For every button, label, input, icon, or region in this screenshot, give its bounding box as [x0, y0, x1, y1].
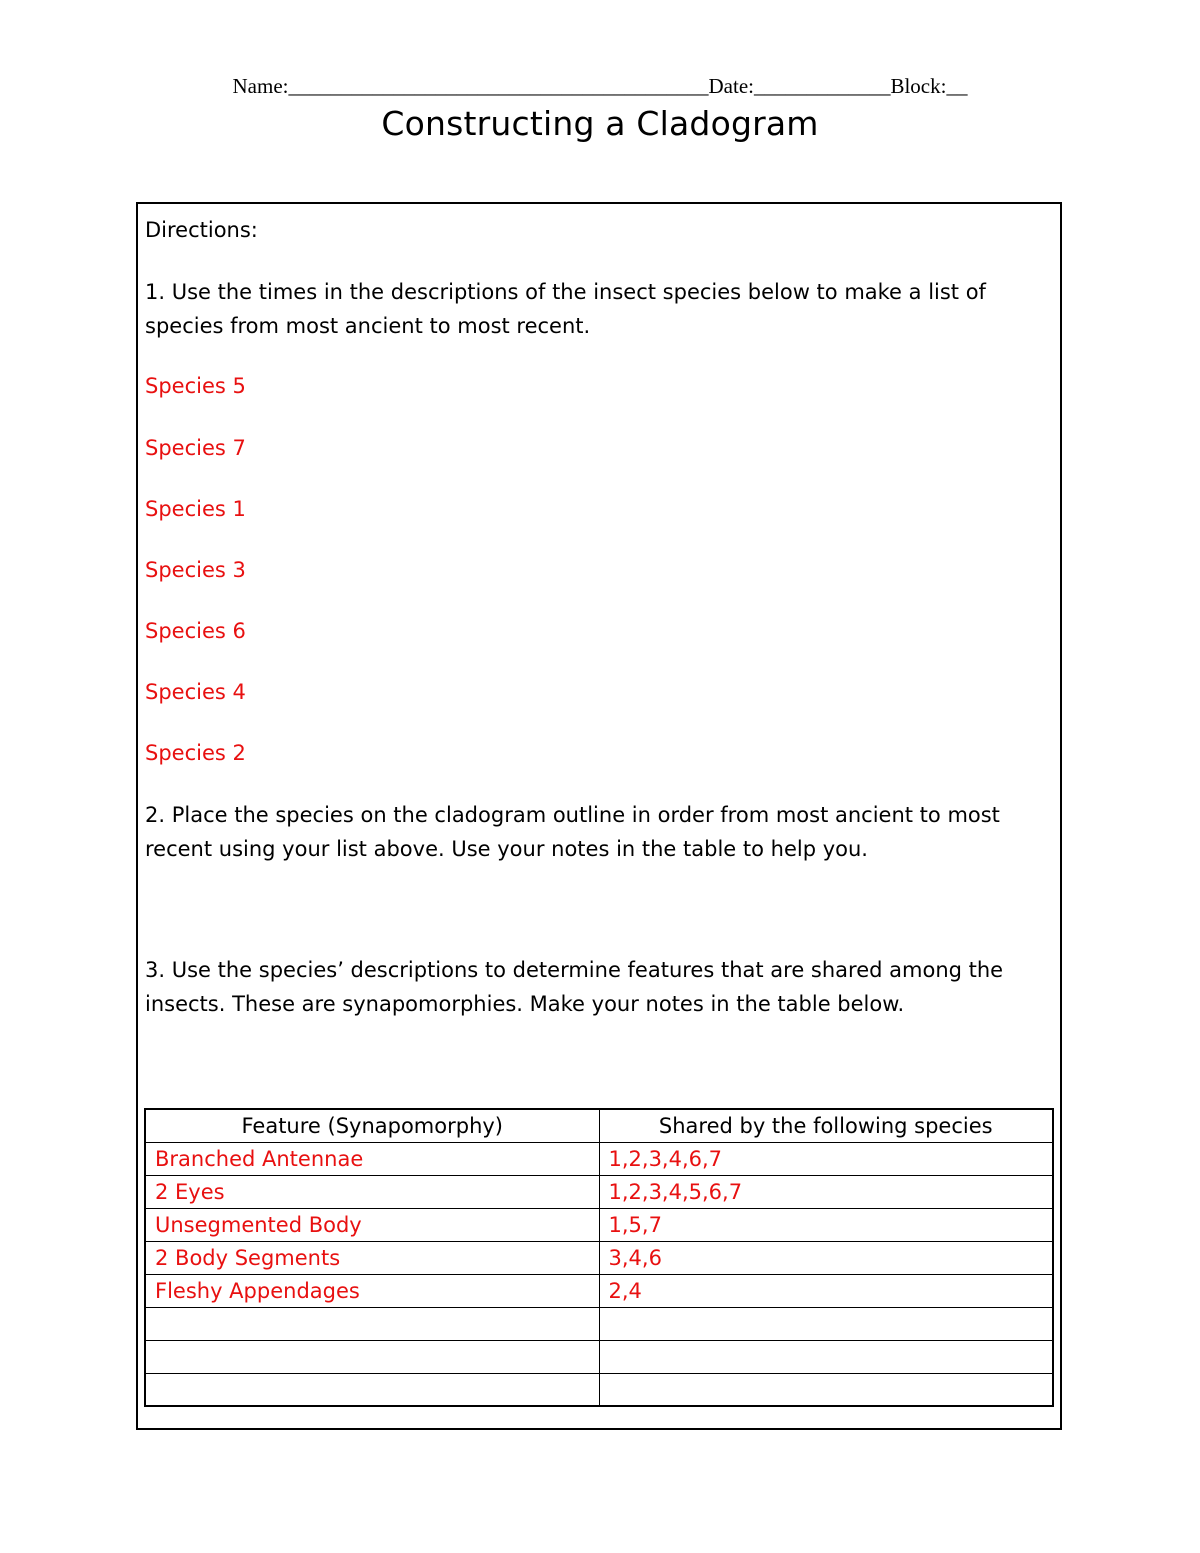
column-header-feature: Feature (Synapomorphy): [145, 1109, 599, 1142]
species-answer: Species 6: [145, 619, 246, 643]
species-answer: Species 1: [145, 497, 246, 521]
species-cell[interactable]: 1,5,7: [599, 1208, 1053, 1241]
table-row: [145, 1274, 1053, 1307]
species-answer: Species 5: [145, 374, 246, 398]
name-date-block-line: Name:________________________________________Date:_____________Block:__: [232, 74, 968, 98]
step-1-line-2: species from most ancient to most recent.: [145, 314, 591, 338]
species-answer: Species 2: [145, 741, 246, 765]
step-2-line-1: 2. Place the species on the cladogram outline in order from most ancient to most: [145, 803, 1000, 827]
species-cell[interactable]: [599, 1307, 1053, 1340]
feature-cell[interactable]: [145, 1373, 599, 1406]
species-cell[interactable]: [599, 1340, 1053, 1373]
directions-heading: Directions:: [145, 218, 258, 242]
species-cell[interactable]: 3,4,6: [599, 1241, 1053, 1274]
step-2-line-2: recent using your list above. Use your notes in the table to help you.: [145, 837, 868, 861]
feature-cell[interactable]: Branched Antennae: [145, 1142, 599, 1175]
species-answer: Species 7: [145, 436, 246, 460]
table-header-row: [145, 1109, 1053, 1142]
table-row: [145, 1175, 1053, 1208]
species-cell[interactable]: [599, 1373, 1053, 1406]
page-title: Constructing a Cladogram: [381, 104, 819, 143]
step-1-line-1: 1. Use the times in the descriptions of the insect species below to make a list of: [145, 280, 986, 304]
species-answer: Species 4: [145, 680, 246, 704]
species-cell[interactable]: 1,2,3,4,6,7: [599, 1142, 1053, 1175]
table-row-empty: [145, 1307, 1053, 1340]
step-3-line-2: insects. These are synapomorphies. Make your notes in the table below.: [145, 992, 905, 1016]
species-cell[interactable]: 2,4: [599, 1274, 1053, 1307]
step-3-line-1: 3. Use the species’ descriptions to determine features that are shared among the: [145, 958, 1004, 982]
species-cell[interactable]: 1,2,3,4,5,6,7: [599, 1175, 1053, 1208]
feature-cell[interactable]: 2 Body Segments: [145, 1241, 599, 1274]
table-row: [145, 1142, 1053, 1175]
feature-cell[interactable]: [145, 1307, 599, 1340]
feature-cell[interactable]: Unsegmented Body: [145, 1208, 599, 1241]
table-row-empty: [145, 1373, 1053, 1406]
feature-cell[interactable]: [145, 1340, 599, 1373]
feature-cell[interactable]: 2 Eyes: [145, 1175, 599, 1208]
table-row-empty: [145, 1340, 1053, 1373]
column-header-shared-by: Shared by the following species: [599, 1109, 1053, 1142]
table-row: [145, 1241, 1053, 1274]
species-answer: Species 3: [145, 558, 246, 582]
synapomorphy-table: [144, 1108, 1054, 1407]
table-row: [145, 1208, 1053, 1241]
feature-cell[interactable]: Fleshy Appendages: [145, 1274, 599, 1307]
